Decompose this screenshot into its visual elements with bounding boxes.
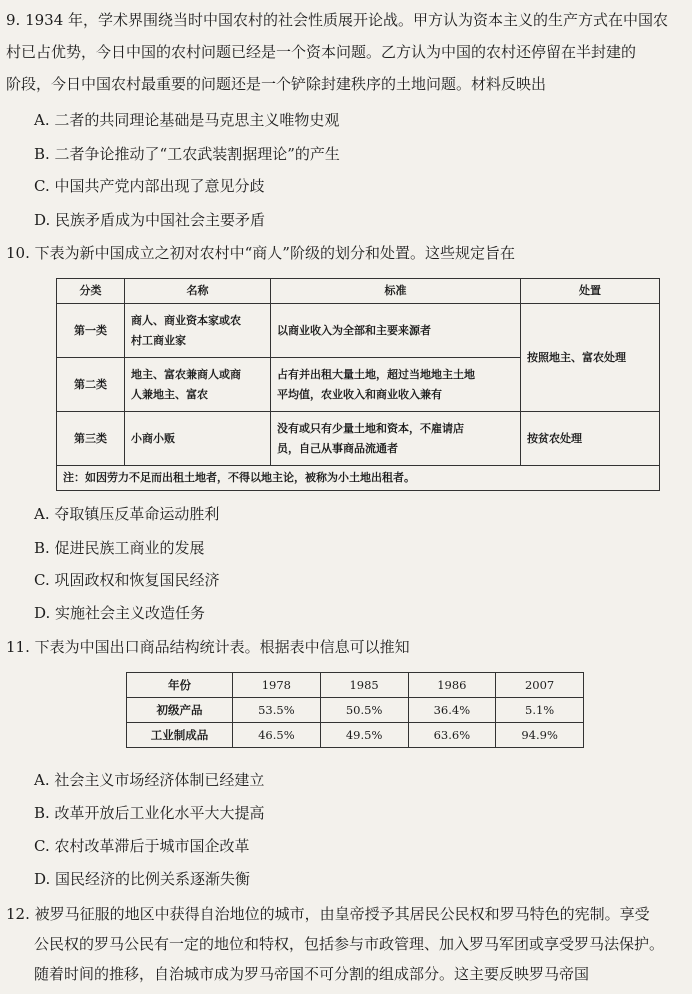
q10-option-c[interactable]: C. 巩固政权和恢复国民经济 [34,571,220,589]
q11-option-b[interactable]: B. 改革开放后工业化水平大大提高 [34,804,265,822]
q9-stem-line-1: 9. 1934 年，学术界围绕当时中国农村的社会性质展开论战。甲方认为资本主义的生产方式在中国农 [6,11,669,29]
table-cell: 53.5% [233,698,321,723]
table-cell: 第二类 [57,358,125,412]
table-note: 注：如因劳力不足而出租土地者，不得以地主论，被称为小土地出租者。 [57,466,660,491]
table-cell: 没有或只有少量土地和资本，不雇请店 员，自己从事商品流通者 [271,412,521,466]
table-row [57,412,660,466]
table-row [127,723,584,748]
table-cell: 以商业收入为全部和主要来源者 [271,304,521,358]
table-header: 1986 [408,673,496,698]
table-cell: 第三类 [57,412,125,466]
q11-option-d[interactable]: D. 国民经济的比例关系逐渐失衡 [34,870,251,888]
table-cell: 商人、商业资本家或农 村工商业家 [125,304,271,358]
q9-option-a[interactable]: A. 二者的共同理论基础是马克思主义唯物史观 [34,111,340,129]
q11-option-c[interactable]: C. 农村改革滞后于城市国企改革 [34,837,250,855]
table-header: 2007 [496,673,584,698]
table-header: 年份 [127,673,233,698]
table-cell: 50.5% [320,698,408,723]
table-header: 处置 [521,279,660,304]
q9-option-d[interactable]: D. 民族矛盾成为中国社会主要矛盾 [34,211,266,229]
table-cell: 第一类 [57,304,125,358]
table-header-row [127,673,584,698]
table-header-row [57,279,660,304]
table-note-row [57,466,660,491]
table-header: 名称 [125,279,271,304]
q10-stem: 10. 下表为新中国成立之初对农村中“商人”阶级的划分和处置。这些规定旨在 [6,244,515,262]
table-cell: 49.5% [320,723,408,748]
table-cell: 46.5% [233,723,321,748]
table-cell: 63.6% [408,723,496,748]
table-cell: 初级产品 [127,698,233,723]
table-header: 分类 [57,279,125,304]
q9-option-b[interactable]: B. 二者争论推动了“工农武装割据理论”的产生 [34,145,340,163]
table-cell: 地主、富农兼商人或商 人兼地主、富农 [125,358,271,412]
table-cell: 小商小贩 [125,412,271,466]
q10-option-b[interactable]: B. 促进民族工商业的发展 [34,539,205,557]
q11-export-table [126,672,584,748]
table-header: 1978 [233,673,321,698]
q9-stem-line-3: 阶段，今日中国农村最重要的问题还是一个铲除封建秩序的土地问题。材料反映出 [6,75,547,93]
table-cell: 按照地主、富农处理 [521,304,660,412]
q11-option-a[interactable]: A. 社会主义市场经济体制已经建立 [34,771,265,789]
table-row [127,698,584,723]
q9-option-c[interactable]: C. 中国共产党内部出现了意见分歧 [34,177,265,195]
table-header: 标准 [271,279,521,304]
table-cell: 94.9% [496,723,584,748]
table-cell: 工业制成品 [127,723,233,748]
q12-stem-line-1: 12. 被罗马征服的地区中获得自治地位的城市，由皇帝授予其居民公民权和罗马特色的宪制。享受 [6,905,650,923]
q11-stem: 11. 下表为中国出口商品结构统计表。根据表中信息可以推知 [6,638,410,656]
table-cell: 5.1% [496,698,584,723]
q10-option-a[interactable]: A. 夺取镇压反革命运动胜利 [34,505,220,523]
table-cell: 按贫农处理 [521,412,660,466]
q12-stem-line-3: 随着时间的推移，自治城市成为罗马帝国不可分割的组成部分。这主要反映罗马帝国 [34,965,590,983]
q10-option-d[interactable]: D. 实施社会主义改造任务 [34,604,206,622]
table-cell: 占有并出租大量土地，超过当地地主土地 平均值，农业收入和商业收入兼有 [271,358,521,412]
q12-stem-line-2: 公民权的罗马公民有一定的地位和特权，包括参与市政管理、加入罗马军团或享受罗马法保护。 [34,935,665,953]
table-header: 1985 [320,673,408,698]
table-row [57,304,660,358]
table-cell: 36.4% [408,698,496,723]
q10-merchant-table [56,278,660,491]
q9-stem-line-2: 村已占优势，今日中国的农村问题已经是一个资本问题。乙方认为中国的农村还停留在半封建的 [6,43,637,61]
